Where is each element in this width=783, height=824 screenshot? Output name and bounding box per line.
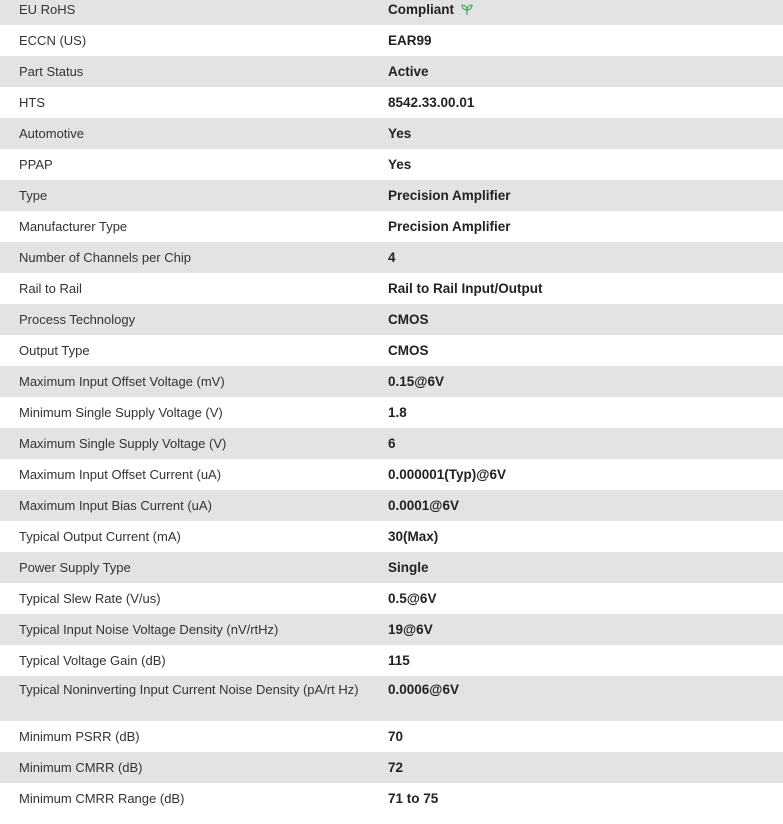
spec-value-text: Compliant [388, 2, 454, 17]
spec-value-text: 72 [388, 760, 404, 775]
spec-label: EU RoHS [19, 2, 76, 17]
spec-label: Minimum CMRR Range (dB) [19, 791, 185, 806]
spec-row [0, 149, 783, 180]
spec-label: Typical Input Noise Voltage Density (nV/rtHz) [19, 622, 279, 637]
spec-row [0, 676, 783, 721]
spec-value [388, 682, 783, 697]
spec-label: Maximum Input Offset Current (uA) [19, 467, 222, 482]
spec-label: Typical Voltage Gain (dB) [19, 653, 166, 668]
spec-label: Part Status [19, 64, 84, 79]
spec-label: Number of Channels per Chip [19, 250, 191, 265]
spec-value [388, 374, 783, 389]
spec-value-text: 1.8 [388, 405, 407, 420]
spec-value [388, 467, 783, 482]
spec-value-text: CMOS [388, 312, 429, 327]
spec-row [0, 56, 783, 87]
spec-value-text: 30(Max) [388, 529, 439, 544]
spec-value-text: 19@6V [388, 622, 433, 637]
spec-value [388, 591, 783, 606]
spec-value [388, 126, 783, 141]
spec-row [0, 552, 783, 583]
spec-value [388, 157, 783, 172]
spec-value [388, 653, 783, 668]
spec-row [0, 304, 783, 335]
spec-value [388, 312, 783, 327]
spec-value-text: Rail to Rail Input/Output [388, 281, 543, 296]
spec-value-text: Precision Amplifier [388, 188, 511, 203]
spec-label: Automotive [19, 126, 85, 141]
spec-value-text: 71 to 75 [388, 791, 439, 806]
spec-label: Output Type [19, 343, 90, 358]
spec-label: Typical Noninverting Input Current Noise Density (pA/rt Hz) [19, 682, 359, 697]
spec-value [388, 498, 783, 513]
spec-value [388, 529, 783, 544]
spec-value-text: 0.0006@6V [388, 682, 459, 697]
spec-label: ECCN (US) [19, 33, 87, 48]
spec-value [388, 95, 783, 110]
spec-row [0, 87, 783, 118]
spec-label: Manufacturer Type [19, 219, 128, 234]
spec-value-text: 6 [388, 436, 396, 451]
spec-row [0, 180, 783, 211]
spec-value-text: 0.5@6V [388, 591, 437, 606]
spec-value-text: EAR99 [388, 33, 432, 48]
spec-label: Maximum Input Offset Voltage (mV) [19, 374, 225, 389]
spec-row [0, 783, 783, 814]
leaf-icon [460, 3, 474, 17]
spec-label: Rail to Rail [19, 281, 82, 296]
spec-value [388, 250, 783, 265]
spec-value [388, 760, 783, 775]
spec-value [388, 436, 783, 451]
spec-row [0, 459, 783, 490]
spec-value [388, 729, 783, 744]
spec-value-text: Yes [388, 126, 412, 141]
spec-value-text: 0.0001@6V [388, 498, 459, 513]
spec-row [0, 614, 783, 645]
spec-label: Typical Slew Rate (V/us) [19, 591, 161, 606]
spec-row [0, 273, 783, 304]
spec-value-text: Single [388, 560, 429, 575]
spec-row [0, 490, 783, 521]
spec-label: Maximum Single Supply Voltage (V) [19, 436, 227, 451]
spec-value [388, 281, 783, 296]
spec-row [0, 583, 783, 614]
spec-value [388, 64, 783, 79]
spec-value-text: 0.15@6V [388, 374, 444, 389]
spec-row [0, 397, 783, 428]
spec-value-text: Precision Amplifier [388, 219, 511, 234]
spec-value [388, 791, 783, 806]
spec-row [0, 521, 783, 552]
spec-value [388, 188, 783, 203]
spec-row [0, 645, 783, 676]
spec-label: Minimum Single Supply Voltage (V) [19, 405, 223, 420]
spec-value [388, 622, 783, 637]
spec-value [388, 343, 783, 358]
spec-label: Maximum Input Bias Current (uA) [19, 498, 212, 513]
spec-row [0, 242, 783, 273]
spec-label: Process Technology [19, 312, 136, 327]
spec-label: PPAP [19, 157, 53, 172]
spec-row [0, 428, 783, 459]
spec-value-text: CMOS [388, 343, 429, 358]
spec-value-text: 0.000001(Typ)@6V [388, 467, 506, 482]
spec-row [0, 366, 783, 397]
spec-value [388, 219, 783, 234]
spec-label: HTS [19, 95, 45, 110]
spec-value [388, 33, 783, 48]
spec-label: Minimum CMRR (dB) [19, 760, 143, 775]
spec-value-text: Active [388, 64, 429, 79]
spec-label: Minimum PSRR (dB) [19, 729, 140, 744]
spec-label: Type [19, 188, 48, 203]
spec-label: Typical Output Current (mA) [19, 529, 181, 544]
spec-row [0, 752, 783, 783]
spec-row [0, 335, 783, 366]
spec-value-text: 70 [388, 729, 404, 744]
spec-value-text: Yes [388, 157, 412, 172]
spec-row [0, 25, 783, 56]
spec-value [388, 560, 783, 575]
spec-value-text: 4 [388, 250, 396, 265]
spec-row [0, 211, 783, 242]
spec-value-text: 8542.33.00.01 [388, 95, 475, 110]
spec-row [0, 721, 783, 752]
spec-value [388, 2, 783, 17]
spec-row [0, 118, 783, 149]
spec-row [0, 0, 783, 25]
spec-value-text: 115 [388, 653, 410, 668]
spec-label: Power Supply Type [19, 560, 131, 575]
spec-value [388, 405, 783, 420]
